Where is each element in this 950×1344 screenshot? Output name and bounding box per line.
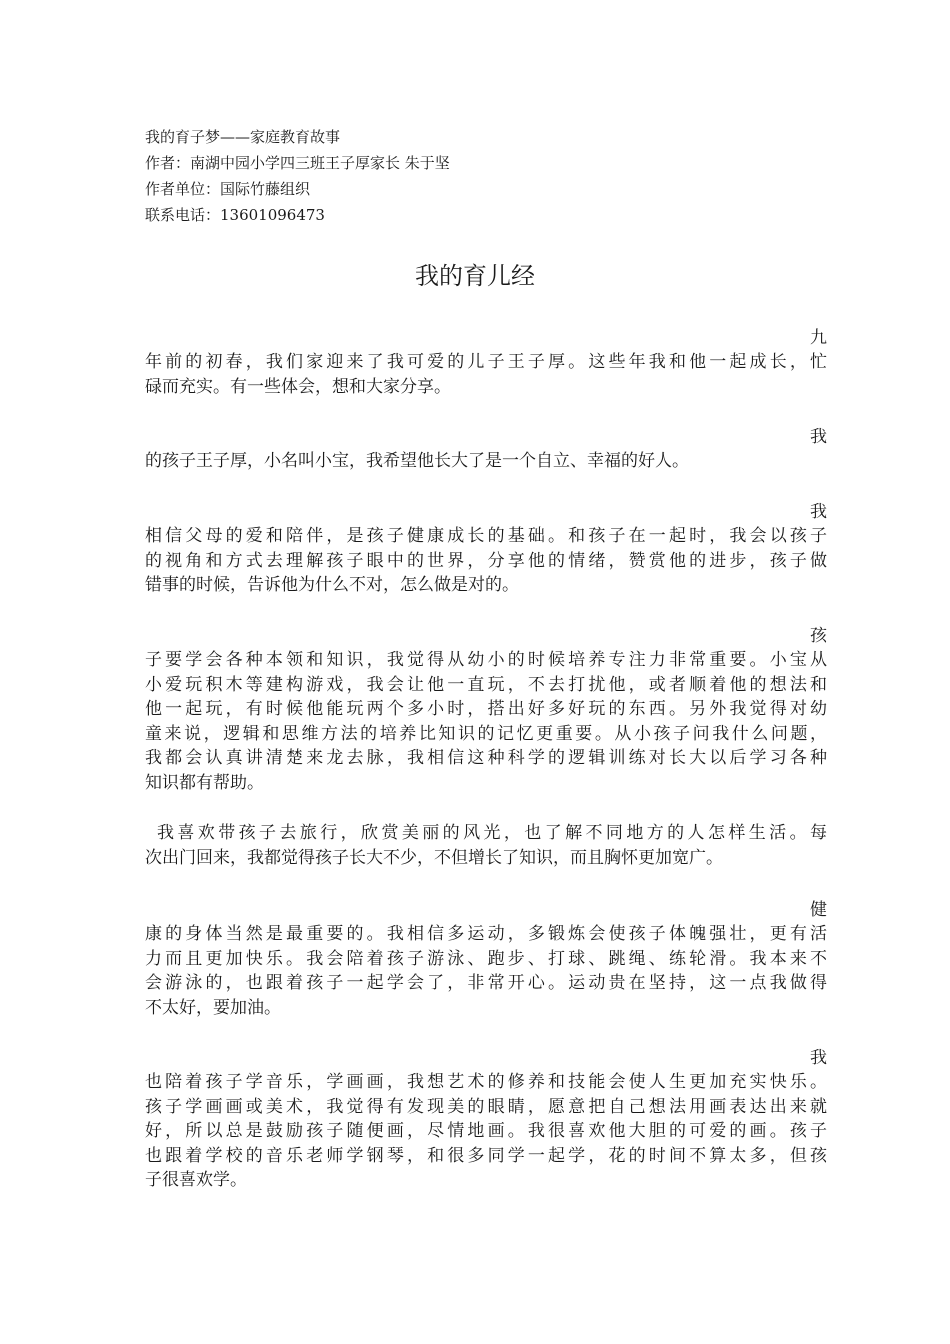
paragraph-6 <box>145 899 827 1020</box>
paragraph-line: 相信父母的爱和陪伴，是孩子健康成长的基础。和孩子在一起时，我会以孩子 <box>145 526 827 546</box>
paragraph-first-char: 九 <box>810 327 827 348</box>
paragraph-line: 次出门回来，我都觉得孩子长大不少，不但增长了知识，而且胸怀更加宽广。 <box>145 847 723 868</box>
paragraph-first-char: 我 <box>810 426 827 447</box>
paragraph-line: 好，所以总是鼓励孩子随便画，尽情地画。我很喜欢他大胆的可爱的画。孩子 <box>145 1121 827 1141</box>
paragraph-7 <box>145 1047 827 1193</box>
paragraph-line: 的视角和方式去理解孩子眼中的世界，分享他的情绪，赞赏他的进步，孩子做 <box>145 550 827 571</box>
paragraph-line: 的孩子王子厚，小名叫小宝，我希望他长大了是一个自立、幸福的好人。 <box>145 451 689 471</box>
paragraph-line: 他一起玩，有时候他能玩两个多小时，搭出好多好玩的东西。另外我觉得对幼 <box>145 699 827 719</box>
paragraph-first-char: 我 <box>810 1047 827 1068</box>
paragraph-line: 子很喜欢学。 <box>145 1170 247 1190</box>
paragraph-line: 错事的时候，告诉他为什么不对，怎么做是对的。 <box>145 575 519 595</box>
paragraph-line: 康的身体当然是最重要的。我相信多运动，多锻炼会使孩子体魄强壮，更有活 <box>145 924 827 944</box>
paragraph-first-char: 健 <box>810 899 827 920</box>
paragraph-line: 不太好，要加油。 <box>145 997 281 1018</box>
document-header <box>145 124 450 228</box>
paragraph-line: 我喜欢带孩子去旅行，欣赏美丽的风光，也了解不同地方的人怎样生活。每 <box>157 823 827 843</box>
story-heading: 我的育子梦——家庭教育故事 <box>145 128 341 146</box>
paragraph-line: 孩子学画画或美术，我觉得有发现美的眼睛，愿意把自己想法用画表达出来就 <box>145 1096 827 1117</box>
paragraph-line: 也陪着孩子学音乐，学画画，我想艺术的修养和技能会使人生更加充实快乐。 <box>145 1072 827 1092</box>
paragraph-1 <box>145 327 827 399</box>
paragraph-5 <box>145 821 827 870</box>
paragraph-line: 会游泳的，也跟着孩子一起学会了，非常开心。运动贵在坚持，这一点我做得 <box>145 973 827 993</box>
paragraph-line: 小爱玩积木等建构游戏，我会让他一直玩，不去打扰他，或者顺着他的想法和 <box>145 674 827 695</box>
paragraph-2 <box>145 426 827 474</box>
paragraph-first-char: 孩 <box>810 625 827 646</box>
paragraph-line: 碌而充实。有一些体会，想和大家分享。 <box>145 376 451 397</box>
paragraph-line: 子要学会各种本领和知识，我觉得从幼小的时候培养专注力非常重要。小宝从 <box>145 650 827 670</box>
paragraph-line: 我都会认真讲清楚来龙去脉，我相信这种科学的逻辑训练对长大以后学习各种 <box>145 748 827 768</box>
paragraph-line: 也跟着学校的音乐老师学钢琴，和很多同学一起学，花的时间不算太多，但孩 <box>145 1145 827 1166</box>
contact-phone-line: 联系电话：13601096473 <box>145 206 325 224</box>
paragraph-line: 童来说，逻辑和思维方法的培养比知识的记忆更重要。从小孩子问我什么问题， <box>145 723 827 744</box>
author-unit-line: 作者单位：国际竹藤组织 <box>145 180 311 198</box>
paragraph-3 <box>145 501 827 598</box>
document-title: 我的育儿经 <box>415 262 535 290</box>
paragraph-line: 知识都有帮助。 <box>145 772 264 793</box>
author-line: 作者：南湖中园小学四三班王子厚家长 朱于坚 <box>145 154 450 172</box>
paragraph-4 <box>145 625 827 795</box>
paragraph-line: 年前的初春，我们家迎来了我可爱的儿子王子厚。这些年我和他一起成长，忙 <box>145 352 827 372</box>
paragraph-line: 力而且更加快乐。我会陪着孩子游泳、跑步、打球、跳绳、练轮滑。我本来不 <box>145 948 827 969</box>
paragraph-first-char: 我 <box>810 501 827 522</box>
